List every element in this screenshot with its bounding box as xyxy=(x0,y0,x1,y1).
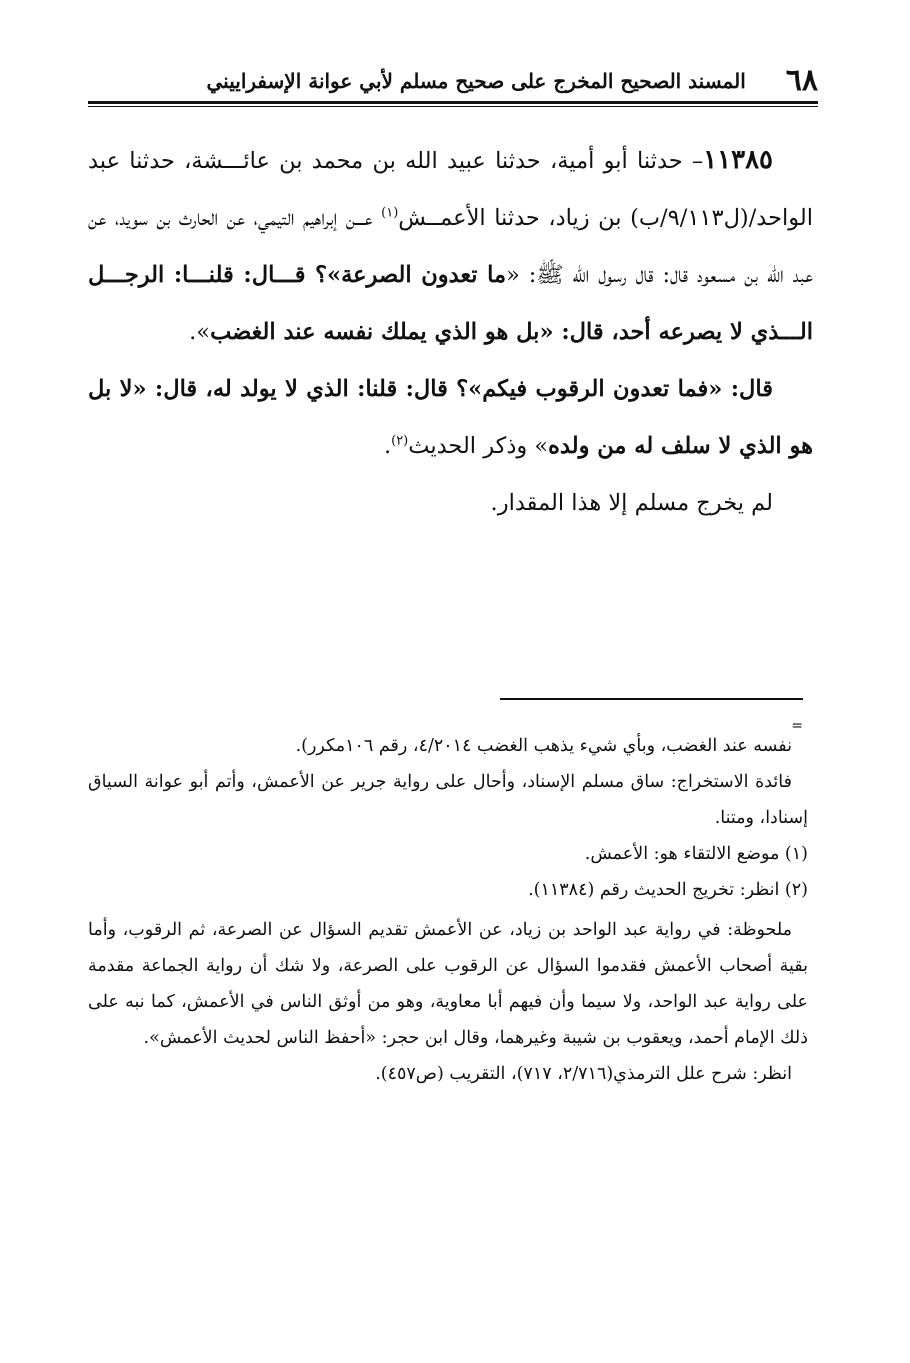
footnote-ref-1: (١) xyxy=(381,205,399,221)
matn-end-2b: . xyxy=(383,433,392,459)
header-rule-thin xyxy=(88,106,818,107)
hadith-number: ١١٣٨٥ xyxy=(703,145,773,175)
istikhraj-benefit: فائدة الاستخراج: ساق مسلم الإسناد، وأحال على رواية جرير عن الأعمش، وأتم أبو عوانة السياق إسنادا، ومتنا. xyxy=(88,772,808,828)
running-title: المسند الصحيح المخرج على صحيح مسلم لأبي عوانة الإسفراييني xyxy=(206,69,746,93)
references-line: انظر: شرح علل الترمذي(٢/٧١٦، ٧١٧)، التقريب (ص٤٥٧). xyxy=(375,1064,792,1084)
footnote-2: (٢) انظر: تخريج الحديث رقم (١١٣٨٤). xyxy=(528,880,808,900)
hadith-paragraph xyxy=(88,132,813,361)
matn-bold-1: ما تعدون الصرعة»؟ قـــال: قلنـــا: الرجـــل الـــذي لا يصرعه أحد، قال: «بل هو الذي يملك نفسه عند الغضب xyxy=(88,262,813,345)
hadith-paragraph-2 xyxy=(88,361,813,475)
continuation-mark: = xyxy=(791,718,803,734)
footnote-continued: نفسه عند الغضب، وبأي شيء يذهب الغضب ٤/٢٠١٤، رقم ١٠٦مكرر). xyxy=(295,736,792,756)
note-paragraph: ملحوظة: في رواية عبد الواحد بن زياد، عن الأعمش تقديم السؤال عن الصرعة، ثم الرقوب، وأما بقية أصحاب الأعمش فقدموا السؤال عن الرقوب على الصرعة، ولا شك أن رواية الجماعة مقدمة على رواية عبد الواحد، ولا سيما وأن فيهم أبا معاوية، وهو من أوثق الناس في الأعمش، كما نبه على ذلك الإمام أحمد، ويعقوب بن شيبة وغيرهما، وقال ابن حجر: «أحفظ الناس لحديث الأعمش». xyxy=(88,920,808,1048)
isnad-part-1: – حدثنا أبو أمية، حدثنا عبيد الله بن محمد بن عائـــشة، حدثنا عبد الواحد/(ل٩/١١٣/ب) بن زياد، حدثنا الأعمــش xyxy=(88,148,813,231)
isnad-part-2: عـــن إبراهيم التيمي، عن الحارث بن سويد، عن عبد الله بن مسعود قال: قال رسول الله ﷺ: « xyxy=(88,205,813,288)
page-number: ٦٨ xyxy=(785,63,818,98)
header-rule xyxy=(88,101,818,104)
page-header xyxy=(88,62,818,100)
closing-line: لم يخرج مسلم إلا هذا المقدار. xyxy=(490,490,773,516)
hadith-text xyxy=(88,132,813,532)
matn-bold-2: قال: «فما تعدون الرقوب فيكم»؟ قال: قلنا: الذي لا يولد له، قال: «لا بل هو الذي لا سلف له من ولده xyxy=(88,376,813,459)
matn-end-2: » وذكر الحديث xyxy=(408,433,549,459)
matn-end-1: ». xyxy=(189,319,211,345)
footnotes xyxy=(88,728,808,1092)
footnote-separator xyxy=(500,698,803,700)
footnote-ref-2: (٢) xyxy=(391,433,409,449)
footnote-1: (١) موضع الالتقاء هو: الأعمش. xyxy=(584,844,808,864)
